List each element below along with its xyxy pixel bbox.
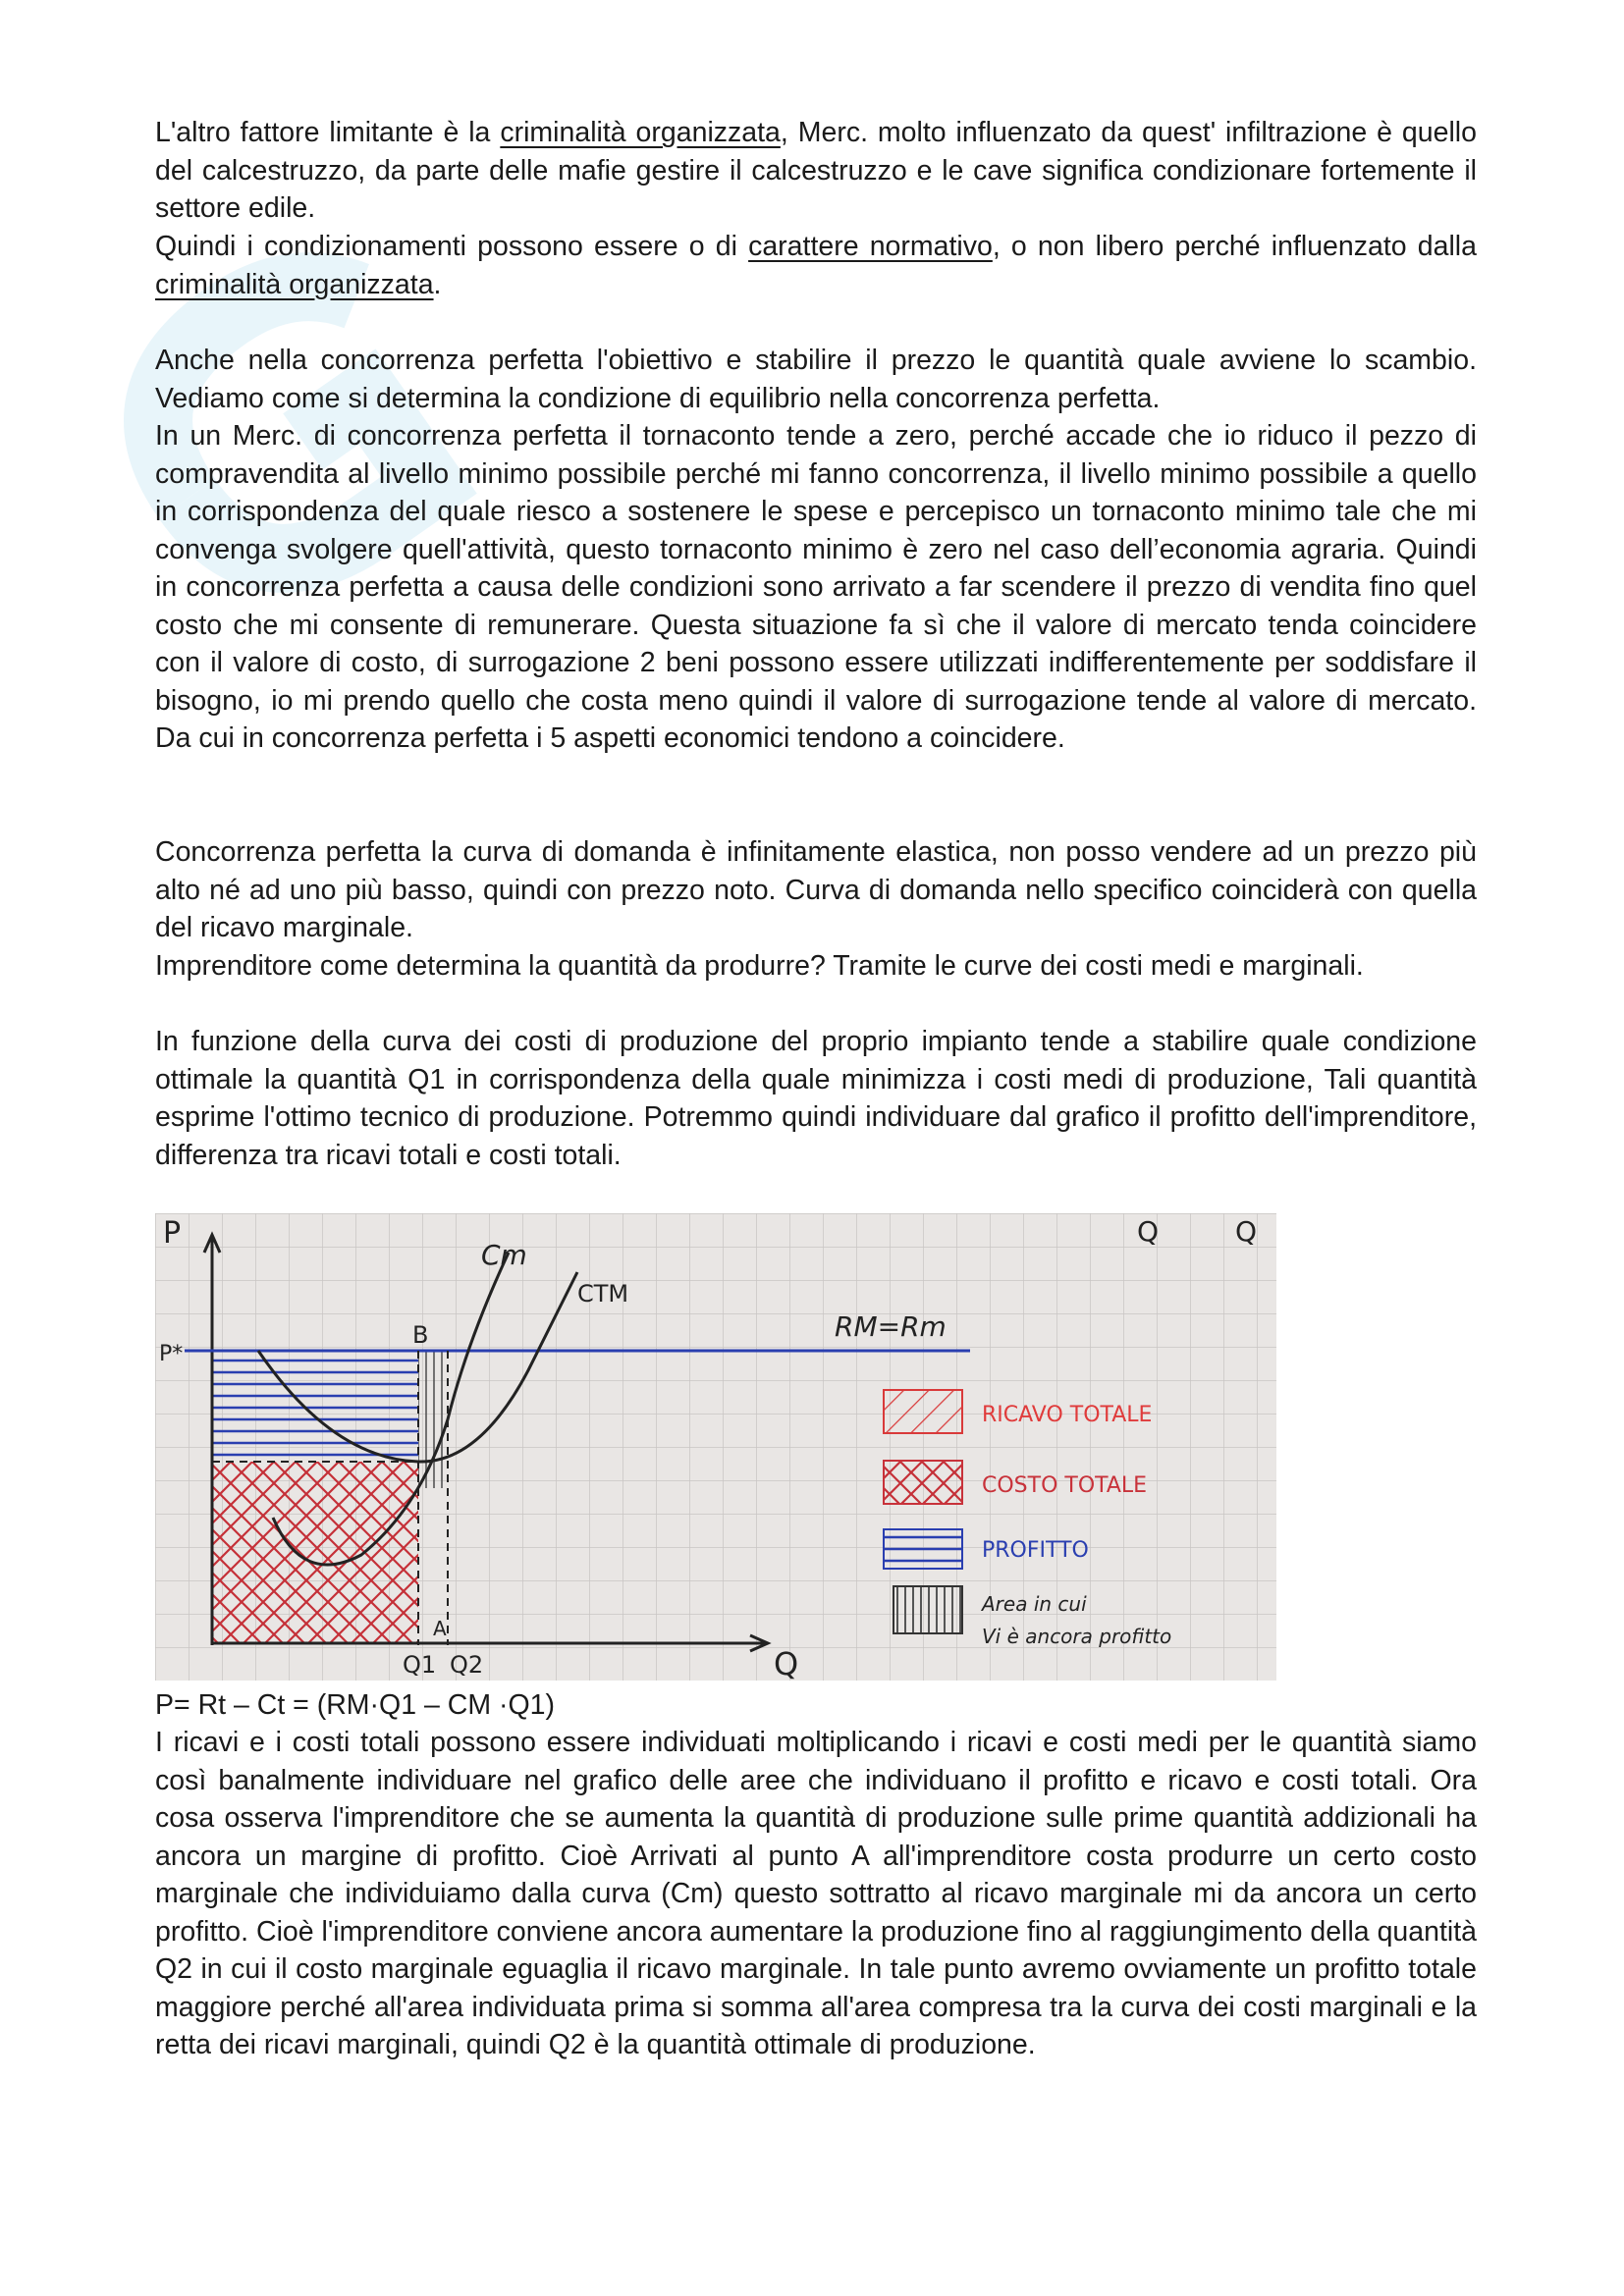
label-q1: Q1 [403, 1651, 437, 1679]
underlined-term: carattere normativo [748, 231, 993, 262]
text-span: , o non libero perché influenzato dalla [992, 231, 1477, 262]
legend-swatch-ricavo [884, 1390, 962, 1433]
paragraph-conditioning [155, 228, 1477, 303]
label-cm: Cm [481, 1239, 527, 1271]
total-cost-area [212, 1462, 418, 1643]
legend-swatch-costo [884, 1461, 962, 1504]
paragraph-quantity-question: Imprenditore come determina la quantità da produrre? Tramite le curve dei costi medi e marginali. [155, 950, 1364, 982]
underlined-term: criminalità organizzata [155, 268, 434, 300]
text-span: . [433, 268, 442, 300]
paragraph-perfect-competition: In un Merc. di concorrenza perfetta il tornaconto tende a zero, perché accade che io riduco il pezzo di compravendita al livello minimo possibile perché mi fanno concorrenza, il livello minimo possibile a quello in corrispondenza del quale riesco a sostenere le spese e percepisco un tornaconto minimo tale che mi convenga svolgere quell'attività, questo tornaconto minimo è zero nel caso dell’economia agraria. Quindi in concorrenza perfetta a causa delle condizioni sono arrivato a far scendere il prezzo di vendita fino quel costo che mi consente di remunerare. Questa situazione fa sì che il valore di mercato tenda coincidere con il valore di costo, di surrogazione 2 beni possono essere utilizzati indifferentemente per soddisfare il bisogno, io mi prendo quello che costa meno quindi il valore di surrogazione tende al valore di mercato. Da cui in concorrenza perfetta i 5 aspetti economici tendono a coincidere. [155, 420, 1477, 754]
label-corner-q2: Q [1235, 1215, 1258, 1248]
paragraph-marginal-analysis: I ricavi e i costi totali possono essere individuati moltiplicando i ricavi e costi medi per le quantità siamo così banalmente individuare nel grafico delle aree che individuano il profitto e ricavo e costi totali. Ora cosa osserva l'imprenditore che se aumenta la quantità di produzione sulle prime quantità addizionali ha ancora un margine di profitto. Cioè Arrivati al punto A all'imprenditore costa produrre un certo costo marginale che individuiamo dalla curva (Cm) questo sottratto al ricavo marginale mi da ancora un certo profitto. Cioè l'imprenditore conviene ancora aumentare la produzione fino al raggiungimento della quantità Q2 in cui il costo marginale eguaglia il ricavo marginale. In tale punto avremo ovviamente un profitto totale maggiore perché all'area individuata prima si somma all'area compresa tra la curva dei costi marginali e la retta dei ricavi marginali, quindi Q2 è la quantità ottimale di produzione. [155, 1727, 1477, 2060]
extra-profit-area [418, 1351, 448, 1488]
label-rm: RM=Rm [835, 1310, 947, 1343]
label-pstar: P* [159, 1342, 184, 1366]
cost-revenue-diagram [155, 1213, 1276, 1681]
profit-formula: P= Rt – Ct = (RM·Q1 – CM ·Q1) [155, 1689, 555, 1721]
legend-profitto: PROFITTO [982, 1538, 1089, 1563]
label-q2: Q2 [450, 1651, 484, 1679]
legend-swatch-profitto [884, 1529, 962, 1569]
label-a: A [433, 1617, 447, 1640]
underlined-term: criminalità organizzata [500, 117, 781, 148]
paragraph-equilibrium: Anche nella concorrenza perfetta l'obiettivo e stabilire il prezzo le quantità quale avviene lo scambio. Vediamo come si determina la condizione di equilibrio nella concorrenza perfetta. [155, 345, 1477, 414]
paragraph-optimal-quantity: In funzione della curva dei costi di produzione del proprio impianto tende a stabilire quale condizione ottimale la quantità Q1 in corrispondenza della quale minimizza i costi medi di produzione, Tali quantità esprime l'ottimo tecnico di produzione. Potremmo quindi individuare dal grafico il profitto dell'imprenditore, differenza tra ricavi totali e costi totali. [155, 1026, 1477, 1171]
diagram-svg [155, 1213, 1276, 1681]
paragraph-criminality [155, 114, 1477, 228]
text-span: L'altro fattore limitante è la [155, 117, 501, 148]
label-q-axis: Q [774, 1645, 799, 1681]
legend-swatch-area [893, 1586, 962, 1633]
profit-area [212, 1351, 418, 1462]
label-ctm: CTM [577, 1280, 629, 1308]
legend-area-line1: Area in cui [982, 1592, 1087, 1616]
label-b: B [412, 1321, 429, 1349]
label-corner-q1: Q [1137, 1215, 1160, 1248]
legend-area-line2: Vi è ancora profitto [982, 1625, 1172, 1648]
label-p-axis: P [163, 1216, 182, 1251]
text-span: Quindi i condizionamenti possono essere o di [155, 231, 749, 262]
legend-ricavo: RICAVO TOTALE [982, 1403, 1153, 1427]
text-span: , Merc. molto influenzato da quest' infiltrazione è quello del calcestruzzo, da parte delle mafie gestire il calcestruzzo e le cave significa condizionare fortemente il settore edile. [155, 117, 1477, 224]
paragraph-demand-curve: Concorrenza perfetta la curva di domanda è infinitamente elastica, non posso vendere ad un prezzo più alto né ad uno più basso, quindi con prezzo noto. Curva di domanda nello specifico coinciderà con quella del ricavo marginale. [155, 836, 1477, 943]
legend-costo: COSTO TOTALE [982, 1473, 1148, 1498]
